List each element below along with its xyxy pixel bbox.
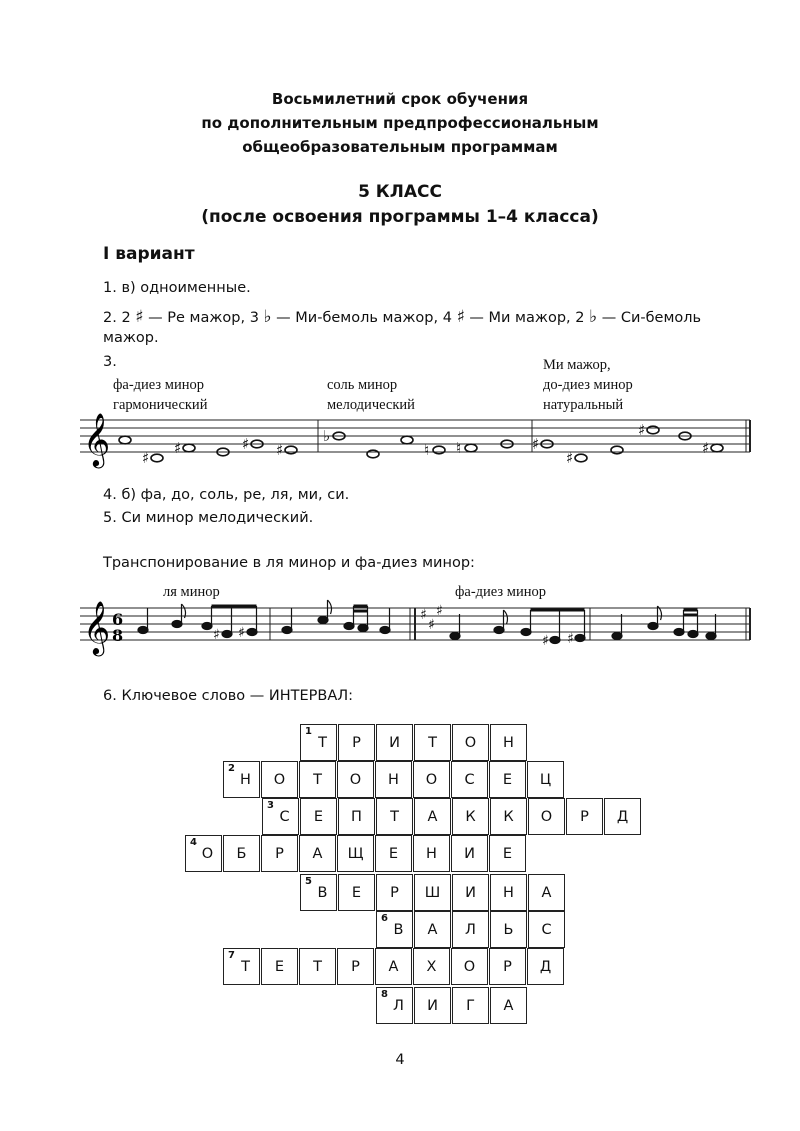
staff1-label-3a: Ми мажор, — [543, 357, 611, 373]
crossword-cell — [300, 874, 337, 911]
crossword-cell — [299, 761, 336, 798]
crossword-cell — [604, 798, 641, 835]
crossword-cell — [452, 874, 489, 911]
crossword-letter: А — [503, 997, 514, 1014]
crossword-cell — [376, 874, 413, 911]
crossword-letter: И — [465, 884, 476, 901]
crossword-cell — [452, 798, 489, 835]
sharp-icon: ♯ — [276, 441, 284, 459]
variant-heading: I вариант — [103, 244, 195, 264]
time-signature-top: 6 — [112, 610, 124, 629]
crossword-cell — [414, 987, 451, 1024]
staff1-label-3b: до-диез минор — [543, 377, 633, 393]
crossword-letter: Р — [351, 958, 360, 975]
crossword-cell — [528, 798, 565, 835]
sharp-icon: ♯ — [567, 631, 574, 647]
sharp-icon: ♯ — [436, 603, 443, 619]
crossword-cell — [262, 798, 299, 835]
crossword-letter: Т — [390, 808, 399, 825]
crossword-cell — [375, 835, 412, 872]
crossword-cell — [376, 987, 413, 1024]
header-line-3: общеобразовательным программам — [242, 138, 558, 156]
crossword-letter: С — [279, 808, 290, 825]
note — [367, 450, 379, 458]
sharp-icon: ♯ — [238, 625, 245, 641]
note — [285, 446, 297, 454]
staff1-label-2a: соль минор — [327, 377, 398, 393]
crossword-cell — [452, 724, 489, 761]
note — [433, 446, 445, 454]
crossword-clue-number: 4 — [190, 837, 197, 848]
answer-2-part-2: — Ре мажор, 3 — [143, 310, 264, 326]
crossword-clue-number: 1 — [305, 726, 312, 737]
crossword-letter: Т — [318, 734, 327, 751]
crossword-cell — [376, 724, 413, 761]
crossword-clue-number: 3 — [267, 800, 274, 811]
crossword-clue-number: 2 — [228, 763, 235, 774]
crossword-letter: А — [427, 921, 438, 938]
crossword-clue-number: 5 — [305, 876, 312, 887]
crossword-clue-number: 6 — [381, 913, 388, 924]
crossword-letter: П — [351, 808, 362, 825]
natural-icon: ♮ — [456, 439, 462, 457]
crossword-cell — [223, 948, 260, 985]
answer-2-part-1: 2. 2 — [103, 310, 136, 326]
staff1-label-1b: гармонический — [113, 397, 208, 413]
note — [611, 446, 623, 454]
crossword-cell — [490, 987, 527, 1024]
crossword-letter: Т — [313, 958, 322, 975]
crossword-letter: О — [349, 771, 362, 788]
music-staff-1 — [80, 408, 760, 478]
note — [401, 436, 413, 444]
answer-1: 1. в) одноименные. — [103, 280, 251, 296]
sharp-icon: ♯ — [702, 439, 710, 457]
crossword-letter: О — [540, 808, 553, 825]
crossword-letter: Т — [313, 771, 322, 788]
crossword-letter: Л — [465, 921, 476, 938]
flat-symbol: ♭ — [263, 307, 272, 327]
crossword-cell — [414, 798, 451, 835]
note — [183, 444, 195, 452]
crossword-letter: Н — [388, 771, 399, 788]
crossword-letter: В — [393, 921, 404, 938]
crossword-cell — [375, 761, 412, 798]
crossword-cell — [376, 798, 413, 835]
crossword-letter: И — [427, 997, 438, 1014]
crossword-letter: Р — [580, 808, 589, 825]
crossword-cell — [261, 948, 298, 985]
crossword-letter: Л — [393, 997, 404, 1014]
crossword-cell — [452, 987, 489, 1024]
answer-6: 6. Ключевое слово — ИНТЕРВАЛ: — [103, 688, 354, 704]
crossword-letter: А — [388, 958, 399, 975]
sharp-icon: ♯ — [142, 449, 150, 467]
flat-symbol: ♭ — [589, 307, 598, 327]
crossword-cell — [261, 761, 298, 798]
crossword-cell — [376, 911, 413, 948]
crossword-cell — [527, 948, 564, 985]
crossword-letter: А — [427, 808, 438, 825]
crossword-cell — [490, 724, 527, 761]
crossword-letter: Е — [502, 771, 513, 788]
crossword-letter: Е — [502, 845, 513, 862]
crossword-cell — [338, 798, 375, 835]
crossword-letter: С — [541, 921, 552, 938]
sharp-symbol: ♯ — [456, 307, 465, 327]
crossword-clue-number: 7 — [228, 950, 235, 961]
crossword-letter: И — [389, 734, 400, 751]
crossword-cell — [451, 835, 488, 872]
time-signature-bottom: 8 — [112, 626, 124, 645]
crossword-letter: К — [503, 808, 514, 825]
staff1-label-2b: мелодический — [327, 397, 415, 413]
answer-2-part-3: — Ми-бемоль мажор, 4 — [271, 310, 457, 326]
crossword-letter: Г — [466, 997, 475, 1014]
crossword-letter: К — [465, 808, 476, 825]
crossword-letter: Т — [241, 958, 250, 975]
crossword-cell — [490, 911, 527, 948]
crossword-cell — [337, 948, 374, 985]
answer-5: 5. Си минор мелодический. — [103, 510, 314, 526]
grade-subtitle: (после освоения программы 1–4 класса) — [201, 207, 599, 227]
flat-icon: ♭ — [323, 427, 331, 445]
crossword-letter: Т — [428, 734, 437, 751]
crossword-cell — [527, 761, 564, 798]
sharp-icon: ♯ — [213, 627, 220, 643]
sharp-icon: ♯ — [428, 617, 435, 633]
crossword-letter: Щ — [347, 845, 364, 862]
crossword-cell — [375, 948, 412, 985]
crossword-cell — [489, 948, 526, 985]
crossword-letter: О — [463, 958, 476, 975]
crossword-letter: Н — [240, 771, 251, 788]
crossword-cell — [413, 761, 450, 798]
crossword-cell — [489, 761, 526, 798]
sharp-icon: ♯ — [532, 435, 540, 453]
note — [647, 426, 659, 434]
note — [119, 436, 131, 444]
crossword-cell — [414, 874, 451, 911]
crossword-letter: Х — [426, 958, 437, 975]
crossword-cell — [528, 911, 565, 948]
crossword-letter: Е — [388, 845, 399, 862]
answer-3: 3. — [103, 354, 117, 370]
note — [711, 444, 723, 452]
answer-2-line-1 — [103, 307, 701, 327]
crossword-cell — [414, 911, 451, 948]
crossword-cell — [413, 948, 450, 985]
crossword-letter: О — [201, 845, 214, 862]
crossword-letter: О — [464, 734, 477, 751]
crossword-cell — [338, 724, 375, 761]
music-staff-2 — [80, 596, 760, 666]
crossword-letter: С — [464, 771, 475, 788]
crossword-cell — [489, 835, 526, 872]
crossword-cell — [452, 911, 489, 948]
note — [575, 454, 587, 462]
crossword-cell — [185, 835, 222, 872]
crossword-letter: Н — [426, 845, 437, 862]
treble-clef-icon: 𝄞 — [83, 600, 111, 654]
staff2-label-1: ля минор — [163, 584, 220, 600]
crossword-letter: О — [425, 771, 438, 788]
crossword-cell — [451, 761, 488, 798]
header-line-1: Восьмилетний срок обучения — [271, 90, 529, 108]
staff1-label-3c: натуральный — [543, 397, 624, 413]
crossword-cell — [528, 874, 565, 911]
crossword-letter: О — [273, 771, 286, 788]
crossword-cell — [413, 835, 450, 872]
crossword-letter: Р — [275, 845, 284, 862]
crossword-letter: И — [464, 845, 475, 862]
crossword-letter: Е — [274, 958, 285, 975]
crossword-cell — [223, 835, 260, 872]
grade-title: 5 КЛАСС — [358, 182, 442, 202]
crossword-cell — [261, 835, 298, 872]
treble-clef-icon: 𝄞 — [83, 412, 111, 466]
crossword-cell — [299, 948, 336, 985]
crossword-letter: А — [312, 845, 323, 862]
crossword-cell — [223, 761, 260, 798]
page-number: 4 — [395, 1052, 405, 1068]
crossword-letter: А — [541, 884, 552, 901]
note — [151, 454, 163, 462]
staff1-label-1a: фа-диез минор — [113, 377, 204, 393]
sharp-icon: ♯ — [638, 421, 646, 439]
crossword-cell — [299, 835, 336, 872]
answer-4: 4. б) фа, до, соль, ре, ля, ми, си. — [103, 487, 350, 503]
crossword-letter: Б — [236, 845, 247, 862]
crossword-letter: В — [317, 884, 328, 901]
crossword-letter: Д — [616, 808, 629, 825]
answer-2-part-4: — Ми мажор, 2 — [464, 310, 590, 326]
header-line-2: по дополнительным предпрофессиональным — [201, 114, 599, 132]
sharp-symbol: ♯ — [135, 307, 144, 327]
crossword-clue-number: 8 — [381, 989, 388, 1000]
crossword-letter: Ц — [539, 771, 552, 788]
crossword-letter: Р — [390, 884, 399, 901]
crossword-cell — [490, 798, 527, 835]
crossword-letter: Д — [539, 958, 552, 975]
sharp-icon: ♯ — [542, 633, 549, 649]
crossword-letter: Н — [503, 734, 514, 751]
crossword-cell — [451, 948, 488, 985]
crossword-letter: Ш — [424, 884, 441, 901]
sharp-icon: ♯ — [174, 439, 182, 457]
transposition-heading: Транспонирование в ля минор и фа-диез минор: — [103, 555, 475, 571]
answer-2-line-2: мажор. — [103, 330, 159, 346]
crossword-cell — [300, 798, 337, 835]
crossword-cell — [338, 874, 375, 911]
crossword-cell — [566, 798, 603, 835]
natural-icon: ♮ — [424, 441, 430, 459]
staff2-label-2: фа-диез минор — [455, 584, 546, 600]
crossword-cell — [337, 761, 374, 798]
sharp-icon: ♯ — [420, 607, 427, 623]
crossword-letter: Е — [313, 808, 324, 825]
note — [465, 444, 477, 452]
sharp-icon: ♯ — [566, 449, 574, 467]
crossword-letter: Н — [503, 884, 514, 901]
crossword-cell — [490, 874, 527, 911]
answer-2-part-5: — Си-бемоль — [597, 310, 702, 326]
crossword-letter: Р — [352, 734, 361, 751]
crossword-letter: Р — [503, 958, 512, 975]
crossword-cell — [337, 835, 374, 872]
crossword-cell — [414, 724, 451, 761]
crossword-letter: Е — [351, 884, 362, 901]
crossword-letter: Ь — [503, 921, 514, 938]
sharp-icon: ♯ — [242, 435, 250, 453]
crossword-cell — [300, 724, 337, 761]
